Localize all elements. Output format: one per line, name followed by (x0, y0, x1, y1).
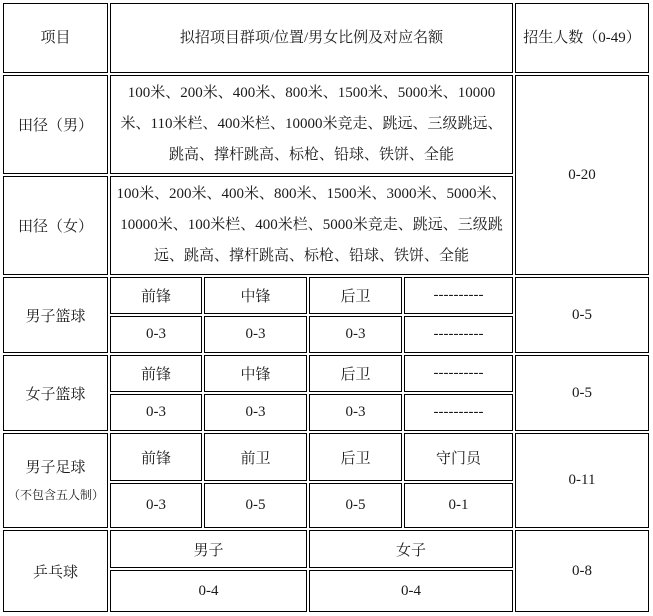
value-cell: 0-5 (309, 483, 402, 528)
track-men-name: 田径（男） (3, 75, 108, 174)
value-cell: 0-4 (110, 570, 307, 612)
group-cell: 男子 (110, 530, 307, 568)
track-quota: 0-20 (515, 75, 649, 275)
value-cell: 0-3 (110, 483, 202, 528)
position-cell: 前卫 (204, 433, 307, 481)
header-row (3, 3, 649, 73)
value-cell: 0-3 (309, 394, 402, 431)
header-details: 拟招项目群项/位置/男女比例及对应名额 (110, 3, 513, 73)
value-cell: ---------- (404, 316, 513, 353)
football-men-quota: 0-11 (515, 433, 649, 528)
track-men-events: 100米、200米、400米、800米、1500米、5000米、10000米、110米栏、400米栏、10000米竞走、跳远、三级跳远、跳高、撑杆跳高、标枪、铅球、铁饼、全能 (110, 75, 513, 174)
position-cell: 后卫 (309, 355, 402, 392)
position-cell: 前锋 (110, 355, 202, 392)
track-women-name: 田径（女） (3, 176, 108, 275)
table-tennis-groups-row (3, 530, 649, 568)
basketball-women-positions-row (3, 355, 649, 392)
football-men-positions-row (3, 433, 649, 481)
header-quota: 招生人数（0-49） (515, 3, 649, 73)
basketball-men-positions-row (3, 277, 649, 314)
table-tennis-name: 乒乓球 (3, 530, 108, 612)
football-men-name (3, 433, 108, 528)
position-cell: 守门员 (404, 433, 513, 481)
basketball-men-name: 男子篮球 (3, 277, 108, 353)
header-project: 项目 (3, 3, 108, 73)
track-men-row (3, 75, 649, 174)
basketball-women-name: 女子篮球 (3, 355, 108, 431)
position-cell: 中锋 (204, 277, 307, 314)
value-cell: ---------- (404, 394, 513, 431)
position-cell: 后卫 (309, 277, 402, 314)
group-cell: 女子 (309, 530, 513, 568)
position-cell: ---------- (404, 277, 513, 314)
basketball-men-quota: 0-5 (515, 277, 649, 353)
position-cell: 前锋 (110, 433, 202, 481)
track-women-events: 100米、200米、400米、800米、1500米、3000米、5000米、10000米、100米栏、400米栏、5000米竞走、跳远、三级跳远、跳高、撑杆跳高、标枪、铅球、铁饼、全能 (110, 176, 513, 275)
value-cell: 0-3 (110, 316, 202, 353)
football-men-name-main: 男子足球 (25, 459, 86, 476)
position-cell: 前锋 (110, 277, 202, 314)
value-cell: 0-3 (204, 394, 307, 431)
recruitment-table (1, 1, 651, 614)
value-cell: 0-3 (110, 394, 202, 431)
table-tennis-quota: 0-8 (515, 530, 649, 612)
position-cell: 中锋 (204, 355, 307, 392)
football-men-name-note: （不包含五人制） (8, 487, 105, 502)
value-cell: 0-3 (204, 316, 307, 353)
basketball-women-quota: 0-5 (515, 355, 649, 431)
value-cell: 0-3 (309, 316, 402, 353)
value-cell: 0-1 (404, 483, 513, 528)
position-cell: 后卫 (309, 433, 402, 481)
position-cell: ---------- (404, 355, 513, 392)
value-cell: 0-5 (204, 483, 307, 528)
value-cell: 0-4 (309, 570, 513, 612)
